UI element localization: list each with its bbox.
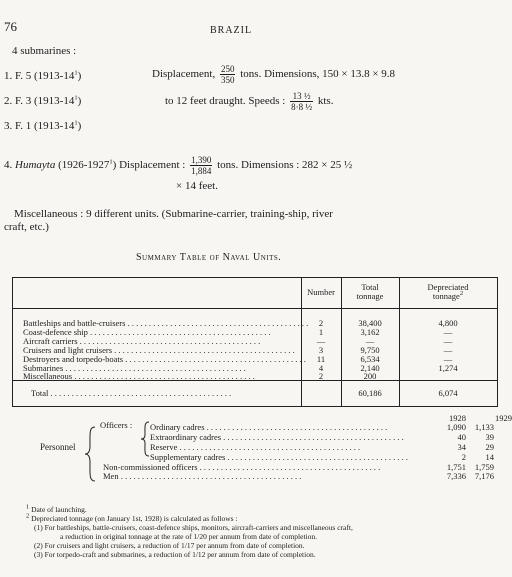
- page-number: 76: [4, 19, 17, 34]
- col-header-number: Number: [307, 287, 335, 297]
- table-row: Cruisers and light cruisers . . . 3 9,750 —: [13, 346, 497, 355]
- submarines-heading: 4 submarines :: [12, 45, 77, 57]
- personnel-row: Men . . . 7,336 7,176: [0, 472, 506, 481]
- footnote-2: 2 Depreciated tonnage (on January 1st, 1928) is calculated as follows :: [26, 512, 238, 523]
- humayta-entry: 4. Humayta (1926-1927$^1$) Displacement : $\frac{1,390}{1,884}$ tons. Dimensions : 282 × 25 ½: [4, 155, 353, 176]
- table-row: Destroyers and torpedo-boats . . . 11 6,534 —: [13, 355, 497, 364]
- table-row: Battleships and battle-cruisers . . . 2 38,400 4,800: [13, 319, 497, 328]
- personnel-label: Personnel: [40, 442, 76, 452]
- summary-table-title: Summary Table of Naval Units.: [136, 252, 282, 263]
- personnel-row: Supplementary cadres . . . 2 14: [0, 453, 506, 462]
- submarine-speed-fraction: $\frac{\text{13 ½}}{\text{8·8 ½}}$: [291, 91, 313, 112]
- misc-line-2: craft, etc.): [4, 221, 49, 233]
- submarine-displacement-fraction: $\frac{250}{350}$: [220, 64, 235, 85]
- table-row: Miscellaneous . . . 2 200: [13, 372, 497, 381]
- submarine-item-3: 3. F. 1 $(1913-14^1)$: [4, 119, 82, 132]
- personnel-row: Ordinary cadres . . . 1,090 1,133: [0, 423, 506, 432]
- footnote-1: 1 Date of launching.: [26, 503, 87, 514]
- summary-table: [12, 277, 498, 407]
- footnote-2-item-3: (3) For torpedo-craft and submarines, a reduction of 1/12 per annum from date of completion.: [34, 550, 316, 559]
- humayta-dimensions-cont: × 14 feet.: [176, 180, 218, 192]
- personnel-row: Non-commissioned officers . . . 1,751 1,759: [0, 463, 506, 472]
- footnote-2-item-2: (2) For cruisers and light cruisers, a reduction of 1/17 per annum from date of completion.: [34, 541, 305, 550]
- footnote-2-item-1: (1) For battleships, battle-cruisers, coast-defence ships, monitors, aircraft-carriers and miscellaneous craft,: [34, 523, 353, 532]
- submarine-item-2: 2. F. 3 $(1913-14^1)$: [4, 94, 82, 107]
- footnote-2-item-1-cont: a reduction in original tonnage at the rate of 1/20 per annum from date of completion.: [60, 532, 317, 541]
- submarine-draught-speed-line: to 12 feet draught. Speeds : $\frac{\text{13 ½}}{\text{8·8 ½}}$ kts.: [165, 91, 334, 112]
- table-total-row: Total . . . 60,186 6,074: [13, 389, 497, 398]
- running-title: BRAZIL: [210, 25, 253, 36]
- submarine-displacement-line: Displacement, $\frac{250}{350}$ tons. Dimensions, 150 × 13.8 × 9.8: [152, 64, 396, 85]
- humayta-displacement-fraction: $\frac{1,390}{1,884}$: [191, 155, 212, 176]
- personnel-row: Extraordinary cadres . . . 40 39: [0, 433, 506, 442]
- misc-line-1: Miscellaneous : 9 different units. (Submarine-carrier, training-ship, river: [14, 208, 333, 220]
- table-row: Submarines . . . 4 2,140 1,274: [13, 364, 497, 373]
- table-row: Coast-defence ship . . . 1 3,162 —: [13, 328, 497, 337]
- col-header-depreciated: Depreciated tonnage$^2$: [427, 282, 469, 301]
- officers-label: Officers :: [100, 420, 133, 430]
- humayta-name: Humayta: [15, 159, 56, 172]
- submarine-item-1: 1. F. 5 $(1913-14^1)$: [4, 69, 82, 82]
- col-header-total: Total tonnage: [356, 282, 384, 301]
- personnel-row: Reserve . . . 34 29: [0, 443, 506, 452]
- table-row: Aircraft carriers . . . — — —: [13, 337, 497, 346]
